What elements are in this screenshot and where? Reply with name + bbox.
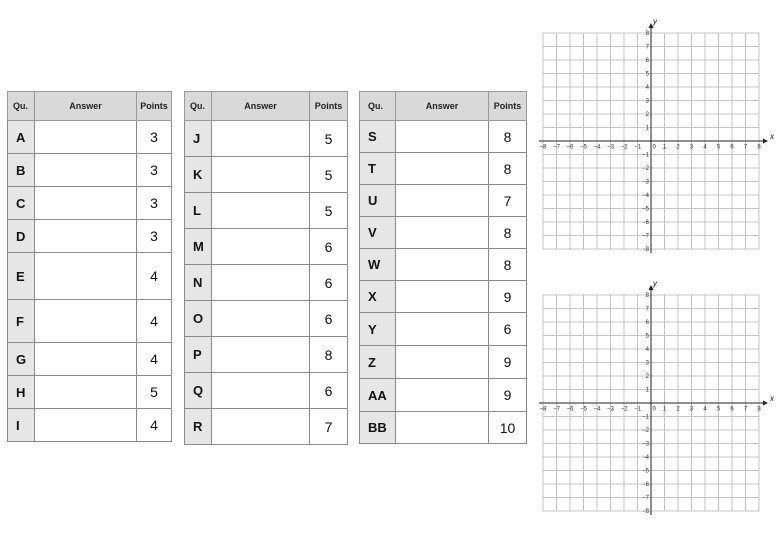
question-label: C bbox=[8, 187, 35, 220]
points-value: 3 bbox=[137, 187, 172, 220]
points-value: 4 bbox=[137, 343, 172, 376]
answer-cell[interactable] bbox=[396, 379, 489, 412]
question-label: X bbox=[360, 281, 396, 313]
x-tick-label: −2 bbox=[620, 144, 628, 151]
points-value: 3 bbox=[137, 121, 172, 154]
answer-cell[interactable] bbox=[212, 373, 310, 409]
points-value: 10 bbox=[489, 412, 527, 444]
points-value: 4 bbox=[137, 300, 172, 343]
answer-cell[interactable] bbox=[35, 376, 137, 409]
table-row bbox=[8, 409, 172, 442]
question-label: J bbox=[185, 121, 212, 157]
table-row bbox=[360, 217, 527, 249]
coordinate-grid-1[interactable] bbox=[536, 16, 772, 256]
points-value: 6 bbox=[310, 229, 348, 265]
x-tick-label: −7 bbox=[553, 144, 560, 151]
points-value: 6 bbox=[489, 313, 527, 346]
question-label: M bbox=[185, 229, 212, 265]
x-tick-label: 6 bbox=[730, 406, 734, 413]
table-row bbox=[8, 187, 172, 220]
x-tick-label: 2 bbox=[676, 144, 680, 151]
points-value: 3 bbox=[137, 154, 172, 187]
question-label: AA bbox=[360, 379, 396, 412]
question-label: BB bbox=[360, 412, 396, 444]
points-header: Points bbox=[489, 92, 527, 121]
x-axis-arrow bbox=[763, 139, 768, 144]
y-tick-label: −2 bbox=[642, 166, 649, 172]
y-tick-label: 2 bbox=[645, 112, 649, 118]
answer-cell[interactable] bbox=[212, 409, 310, 445]
x-tick-label: 2 bbox=[676, 406, 680, 413]
y-tick-label: −8 bbox=[642, 247, 649, 253]
table-header-row bbox=[185, 92, 348, 121]
y-tick-label: −4 bbox=[642, 193, 649, 199]
answer-cell[interactable] bbox=[212, 121, 310, 157]
table-row bbox=[360, 281, 527, 313]
points-value: 9 bbox=[489, 379, 527, 412]
x-tick-label: −5 bbox=[580, 144, 587, 151]
y-tick-label: 5 bbox=[645, 71, 649, 78]
answer-header: Answer bbox=[212, 92, 310, 121]
table-row bbox=[360, 346, 527, 379]
table-row bbox=[185, 409, 348, 445]
x-axis-arrow bbox=[763, 401, 768, 406]
answer-cell[interactable] bbox=[396, 313, 489, 346]
coordinate-grid-2[interactable] bbox=[536, 278, 772, 518]
y-tick-label: −1 bbox=[642, 414, 649, 421]
table-row bbox=[185, 157, 348, 193]
table-row bbox=[185, 301, 348, 337]
x-tick-label: −8 bbox=[539, 144, 547, 151]
question-label: B bbox=[8, 154, 35, 187]
y-tick-label: 1 bbox=[645, 387, 649, 394]
points-value: 5 bbox=[310, 121, 348, 157]
x-tick-label: 4 bbox=[703, 144, 707, 151]
table-row bbox=[360, 249, 527, 281]
x-tick-label: −2 bbox=[620, 406, 628, 413]
question-label: E bbox=[8, 253, 35, 300]
answer-header: Answer bbox=[35, 92, 137, 121]
answer-header: Answer bbox=[396, 92, 489, 121]
question-label: A bbox=[8, 121, 35, 154]
table-row bbox=[8, 121, 172, 154]
points-value: 7 bbox=[310, 409, 348, 445]
table-row bbox=[185, 121, 348, 157]
question-label: Z bbox=[360, 346, 396, 379]
answer-cell[interactable] bbox=[212, 157, 310, 193]
table-row bbox=[8, 220, 172, 253]
y-tick-label: 8 bbox=[645, 31, 649, 37]
x-tick-label: 7 bbox=[743, 144, 748, 151]
question-label: O bbox=[185, 301, 212, 337]
x-tick-label: −5 bbox=[580, 406, 587, 413]
points-value: 8 bbox=[489, 217, 527, 249]
x-tick-label: −3 bbox=[607, 406, 614, 413]
x-tick-label: 8 bbox=[757, 144, 761, 151]
answer-cell[interactable] bbox=[396, 346, 489, 379]
points-value: 5 bbox=[310, 193, 348, 229]
points-value: 4 bbox=[137, 409, 172, 442]
question-header: Qu. bbox=[8, 92, 35, 121]
points-header: Points bbox=[310, 92, 348, 121]
x-tick-label: 1 bbox=[662, 406, 667, 413]
points-value: 8 bbox=[310, 337, 348, 373]
x-tick-label: −4 bbox=[593, 144, 601, 151]
x-tick-label: −1 bbox=[634, 406, 641, 413]
points-value: 8 bbox=[489, 249, 527, 281]
answer-cell[interactable] bbox=[35, 343, 137, 376]
table-row bbox=[8, 343, 172, 376]
table-row bbox=[185, 373, 348, 409]
answer-cell[interactable] bbox=[396, 153, 489, 185]
table-row bbox=[185, 229, 348, 265]
answer-cell[interactable] bbox=[212, 301, 310, 337]
y-tick-label: −1 bbox=[642, 152, 649, 159]
table-header-row bbox=[360, 92, 527, 121]
points-value: 8 bbox=[489, 153, 527, 185]
question-label: Q bbox=[185, 373, 212, 409]
origin-label: 0 bbox=[652, 144, 656, 151]
points-value: 6 bbox=[310, 373, 348, 409]
x-tick-label: 7 bbox=[743, 406, 748, 413]
y-axis-label: y bbox=[653, 279, 657, 288]
points-value: 7 bbox=[489, 185, 527, 217]
answer-cell[interactable] bbox=[396, 217, 489, 249]
question-label: D bbox=[8, 220, 35, 253]
question-label: S bbox=[360, 121, 396, 153]
y-tick-label: 4 bbox=[645, 85, 649, 91]
x-tick-label: 5 bbox=[716, 406, 721, 413]
table-row bbox=[185, 265, 348, 301]
y-tick-label: 2 bbox=[645, 374, 649, 380]
answer-cell[interactable] bbox=[35, 409, 137, 442]
x-axis-label: x bbox=[770, 132, 774, 141]
table-row bbox=[8, 376, 172, 409]
question-label: K bbox=[185, 157, 212, 193]
y-tick-label: −5 bbox=[642, 206, 649, 213]
y-tick-label: −8 bbox=[642, 509, 649, 515]
y-tick-label: 7 bbox=[645, 44, 649, 51]
answer-cell[interactable] bbox=[212, 193, 310, 229]
table-row bbox=[360, 412, 527, 444]
table-row bbox=[8, 154, 172, 187]
question-label: P bbox=[185, 337, 212, 373]
question-label: F bbox=[8, 300, 35, 343]
y-tick-label: 1 bbox=[645, 125, 649, 132]
points-value: 3 bbox=[137, 220, 172, 253]
x-tick-label: −8 bbox=[539, 406, 547, 413]
answer-cell[interactable] bbox=[35, 121, 137, 154]
points-value: 6 bbox=[310, 301, 348, 337]
y-tick-label: 7 bbox=[645, 306, 649, 313]
y-axis-label: y bbox=[653, 17, 657, 26]
answer-cell[interactable] bbox=[35, 187, 137, 220]
question-label: R bbox=[185, 409, 212, 445]
y-tick-label: 6 bbox=[645, 58, 649, 64]
question-label: T bbox=[360, 153, 396, 185]
x-tick-label: −6 bbox=[566, 144, 574, 151]
question-header: Qu. bbox=[185, 92, 212, 121]
y-tick-label: 6 bbox=[645, 320, 649, 326]
question-header: Qu. bbox=[360, 92, 396, 121]
y-tick-label: 3 bbox=[645, 360, 649, 367]
points-value: 9 bbox=[489, 346, 527, 379]
answer-cell[interactable] bbox=[212, 265, 310, 301]
x-tick-label: 3 bbox=[689, 144, 694, 151]
x-tick-label: −6 bbox=[566, 406, 574, 413]
table-row bbox=[185, 337, 348, 373]
origin-label: 0 bbox=[652, 406, 656, 413]
y-tick-label: 5 bbox=[645, 333, 649, 340]
table-row bbox=[8, 300, 172, 343]
question-label: G bbox=[8, 343, 35, 376]
table-header-row bbox=[8, 92, 172, 121]
y-tick-label: 4 bbox=[645, 347, 649, 353]
y-tick-label: −6 bbox=[642, 220, 649, 226]
x-axis-label: x bbox=[770, 394, 774, 403]
x-tick-label: 4 bbox=[703, 406, 707, 413]
table-row bbox=[360, 185, 527, 217]
question-label: L bbox=[185, 193, 212, 229]
y-tick-label: −3 bbox=[642, 441, 649, 448]
answer-cell[interactable] bbox=[35, 253, 137, 300]
table-row bbox=[360, 153, 527, 185]
table-row bbox=[8, 253, 172, 300]
x-tick-label: 1 bbox=[662, 144, 667, 151]
y-tick-label: −6 bbox=[642, 482, 649, 488]
points-value: 8 bbox=[489, 121, 527, 153]
x-tick-label: −4 bbox=[593, 406, 601, 413]
x-tick-label: −3 bbox=[607, 144, 614, 151]
table-row bbox=[185, 193, 348, 229]
question-label: I bbox=[8, 409, 35, 442]
points-value: 5 bbox=[137, 376, 172, 409]
table-row bbox=[360, 313, 527, 346]
answer-cell[interactable] bbox=[396, 281, 489, 313]
y-tick-label: 3 bbox=[645, 98, 649, 105]
y-tick-label: −5 bbox=[642, 468, 649, 475]
answer-cell[interactable] bbox=[35, 300, 137, 343]
answer-cell[interactable] bbox=[396, 121, 489, 153]
y-tick-label: −3 bbox=[642, 179, 649, 186]
y-tick-label: 8 bbox=[645, 293, 649, 299]
table-row bbox=[360, 121, 527, 153]
table-row bbox=[360, 379, 527, 412]
answer-table-3 bbox=[359, 91, 527, 444]
question-label: W bbox=[360, 249, 396, 281]
y-tick-label: −7 bbox=[642, 233, 649, 240]
question-label: U bbox=[360, 185, 396, 217]
y-tick-label: −2 bbox=[642, 428, 649, 434]
x-tick-label: 5 bbox=[716, 144, 721, 151]
answer-cell[interactable] bbox=[212, 229, 310, 265]
x-tick-label: −1 bbox=[634, 144, 641, 151]
question-label: N bbox=[185, 265, 212, 301]
question-label: V bbox=[360, 217, 396, 249]
points-value: 5 bbox=[310, 157, 348, 193]
answer-table-2 bbox=[184, 91, 348, 445]
points-value: 4 bbox=[137, 253, 172, 300]
answer-cell[interactable] bbox=[396, 185, 489, 217]
y-tick-label: −4 bbox=[642, 455, 649, 461]
answer-cell[interactable] bbox=[396, 412, 489, 444]
answer-table-1 bbox=[7, 91, 172, 442]
points-value: 9 bbox=[489, 281, 527, 313]
y-tick-label: −7 bbox=[642, 495, 649, 502]
x-tick-label: 8 bbox=[757, 406, 761, 413]
answer-cell[interactable] bbox=[396, 249, 489, 281]
x-tick-label: 3 bbox=[689, 406, 694, 413]
question-label: Y bbox=[360, 313, 396, 346]
answer-cell[interactable] bbox=[212, 337, 310, 373]
question-label: H bbox=[8, 376, 35, 409]
points-header: Points bbox=[137, 92, 172, 121]
answer-cell[interactable] bbox=[35, 154, 137, 187]
points-value: 6 bbox=[310, 265, 348, 301]
x-tick-label: 6 bbox=[730, 144, 734, 151]
x-tick-label: −7 bbox=[553, 406, 560, 413]
answer-cell[interactable] bbox=[35, 220, 137, 253]
